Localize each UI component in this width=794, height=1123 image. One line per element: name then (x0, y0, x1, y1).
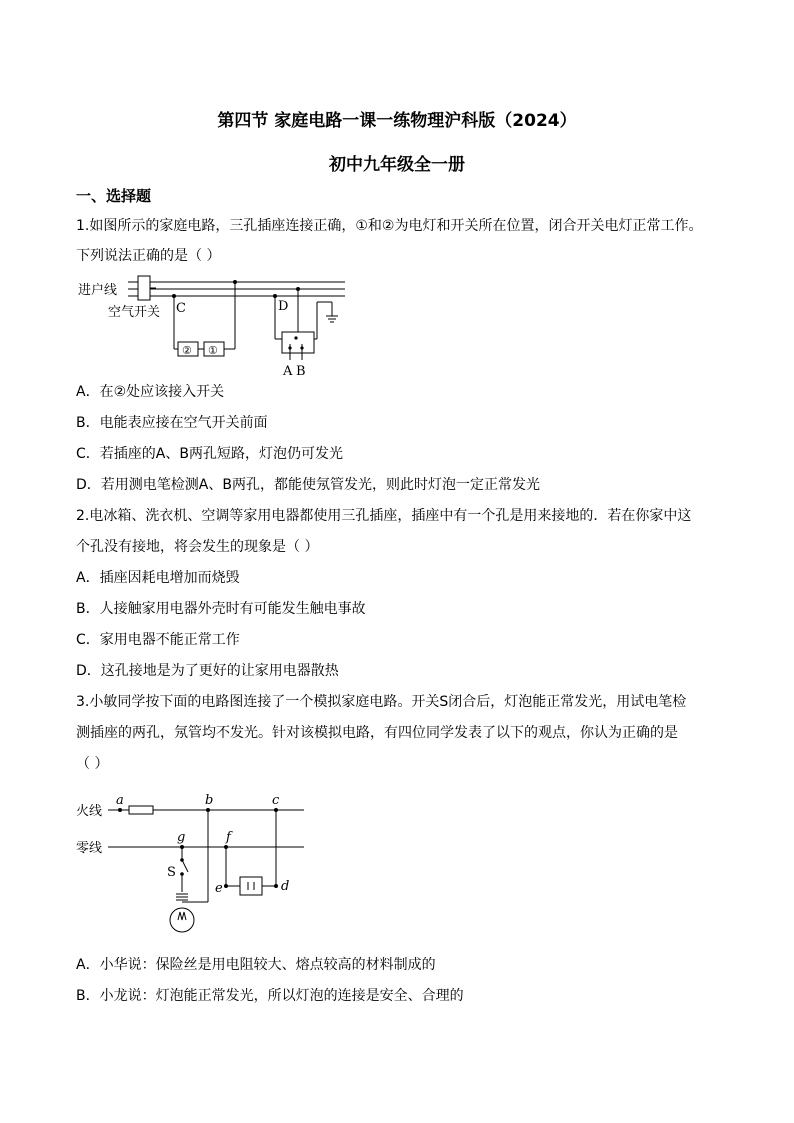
q2-option-b: B．人接触家用电器外壳时有可能发生触电事故 (76, 601, 366, 617)
q3-stem-line2: 测插座的两孔，氖管均不发光。针对该模拟电路，有四位同学发表了以下的观点，你认为正确的是 (76, 725, 678, 741)
q3-label-f: f (226, 830, 231, 845)
page-title: 第四节 家庭电路一课一练物理沪科版（2024） (217, 111, 577, 131)
q1-label-a: A (283, 364, 293, 379)
q3-label-b: b (205, 793, 214, 808)
q3-label-neutral: 零线 (76, 841, 103, 856)
q3-label-s: S (167, 865, 176, 880)
q2-stem-line2: 个孔没有接地，将会发生的现象是（ ） (76, 539, 319, 555)
q3-option-b: B．小龙说：灯泡能正常发光，所以灯泡的连接是安全、合理的 (76, 988, 464, 1004)
q3-label-live: 火线 (76, 804, 103, 819)
q2-stem-line1: 2.电冰箱、洗衣机、空调等家用电器都使用三孔插座，插座中有一个孔是用来接地的．若在你家中这 (76, 508, 692, 524)
q1-option-c: C．若插座的A、B两孔短路，灯泡仍可发光 (76, 446, 343, 462)
q2-option-a: A．插座因耗电增加而烧毁 (76, 570, 240, 586)
q3-circuit-diagram (76, 790, 316, 940)
q3-option-a: A．小华说：保险丝是用电阻较大、熔点较高的材料制成的 (76, 957, 436, 973)
q2-option-d: D．这孔接地是为了更好的让家用电器散热 (76, 663, 339, 679)
q1-option-d: D．若用测电笔检测A、B两孔，都能使氖管发光，则此时灯泡一定正常发光 (76, 477, 540, 493)
q1-label-c: C (176, 301, 186, 316)
page-subtitle: 初中九年级全一册 (329, 155, 465, 175)
q3-label-g: g (177, 830, 186, 845)
q1-label-breaker: 空气开关 (108, 305, 161, 320)
q1-label-d: D (278, 299, 289, 314)
q3-label-d: d (281, 879, 290, 894)
q1-label-box2: ② (182, 344, 192, 357)
q1-option-b: B．电能表应接在空气开关前面 (76, 415, 268, 431)
q3-stem-line1: 3.小敏同学按下面的电路图连接了一个模拟家庭电路。开关S闭合后，灯泡能正常发光，用试电笔检 (76, 694, 687, 710)
q2-option-c: C．家用电器不能正常工作 (76, 632, 240, 648)
q1-label-box1: ① (208, 344, 218, 357)
q1-stem-line1: 1.如图所示的家庭电路，三孔插座连接正确，①和②为电灯和开关所在位置，闭合开关电灯正常工作。 (76, 218, 703, 234)
q1-label-inlet: 进户线 (78, 283, 118, 298)
q3-stem-line3: （ ） (76, 756, 109, 772)
section-title: 一、选择题 (76, 187, 152, 205)
q3-label-e: e (215, 881, 223, 896)
q3-label-a: a (116, 793, 124, 808)
q3-label-c: c (272, 793, 280, 808)
q1-circuit-diagram (70, 272, 360, 380)
q1-stem-line2: 下列说法正确的是（ ） (76, 248, 221, 264)
q1-label-b: B (296, 364, 306, 379)
q1-option-a: A．在②处应该接入开关 (76, 384, 225, 400)
